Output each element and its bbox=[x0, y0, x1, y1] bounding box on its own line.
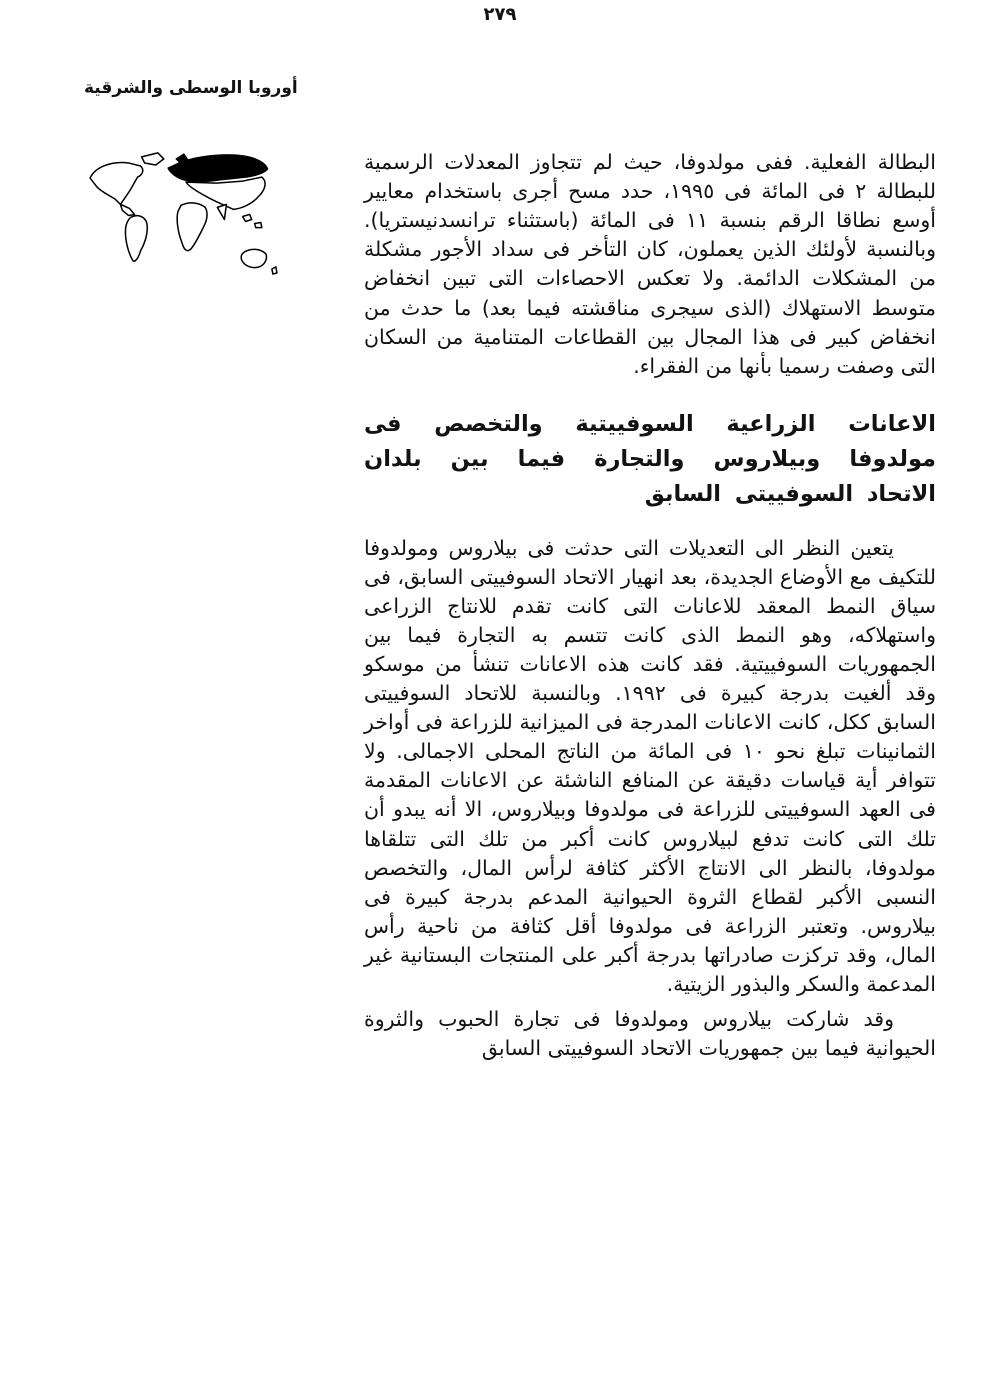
page-number: ٢٧٩ bbox=[483, 4, 517, 25]
paragraph-trade: وقد شاركت بيلاروس ومولدوفا فى تجارة الحبوب والثروة الحيوانية فيما بين جمهوريات الاتحاد السوفييتى السابق bbox=[364, 1007, 936, 1061]
world-map-icon bbox=[82, 144, 284, 294]
running-header: أوروبا الوسطى والشرقية bbox=[84, 78, 298, 98]
section-heading: الاعانات الزراعية السوفييتية والتخصص فى مولدوفا وبيلاروس والتجارة فيما بين بلدان الاتحاد السوفييتى السابق bbox=[364, 410, 936, 507]
paragraph-unemployment: البطالة الفعلية. ففى مولدوفا، حيث لم تتجاوز المعدلات الرسمية للبطالة ٢ فى المائة فى ١٩٩٥، حدد مسح أجرى باستخدام معايير أوسع نطاقا الرقم بنسبة ١١ فى المائة (باستثناء ترانسدنيستريا). وبالنسبة لأولئك الذين يعملون، كان التأخر فى سداد الأجور مشكلة من المشكلات الدائمة. ولا تعكس الاحصاءات التى تبين انخفاض متوسط الاستهلاك (الذى سيجرى مناقشته فيما بعد) ما حدث من انخفاض كبير فى هذا المجال بين القطاعات المتنامية من السكان التى وصفت رسميا بأنها من الفقراء. bbox=[364, 150, 936, 378]
world-map-figure bbox=[82, 144, 284, 294]
paragraph-subsidies: يتعين النظر الى التعديلات التى حدثت فى بيلاروس ومولدوفا للتكيف مع الأوضاع الجديدة، بعد انهيار الاتحاد السوفييتى السابق، فى سياق النمط المعقد للاعانات التى كانت تقدم للانتاج الزراعى واستهلاكه، وهو النمط الذى كانت تتسم به التجارة فيما بين الجمهوريات السوفييتية. فقد كانت هذه الاعانات تنشأ من موسكو وقد ألغيت بدرجة كبيرة فى ١٩٩٢. وبالنسبة للاتحاد السوفييتى السابق ككل، كانت الاعانات المدرجة فى الميزانية للزراعة فى أواخر الثمانينات تبلغ نحو ١٠ فى المائة من الناتج المحلى الاجمالى. ولا تتوافر أية قياسات دقيقة عن المنافع الناشئة عن الاعانات المقدمة فى العهد السوفييتى للزراعة فى مولدوفا وبيلاروس، الا أنه يبدو أن تلك التى كانت تدفع لبيلاروس كانت أكبر من تلك التى تتلقاها مولدوفا، بالنظر الى الانتاج الأكثر كثافة لرأس المال، والتخصص النسبى الأكبر لقطاع الثروة الحيوانية المدعم بدرجة كبيرة فى بيلاروس. وتعتبر الزراعة فى مولدوفا أقل كثافة من ناحية رأس المال، وقد تركزت صادراتها بدرجة أكبر على المنتجات البستانية غير المدعمة والسكر والبذور الزيتية. bbox=[364, 535, 936, 997]
text-column bbox=[364, 148, 936, 1069]
